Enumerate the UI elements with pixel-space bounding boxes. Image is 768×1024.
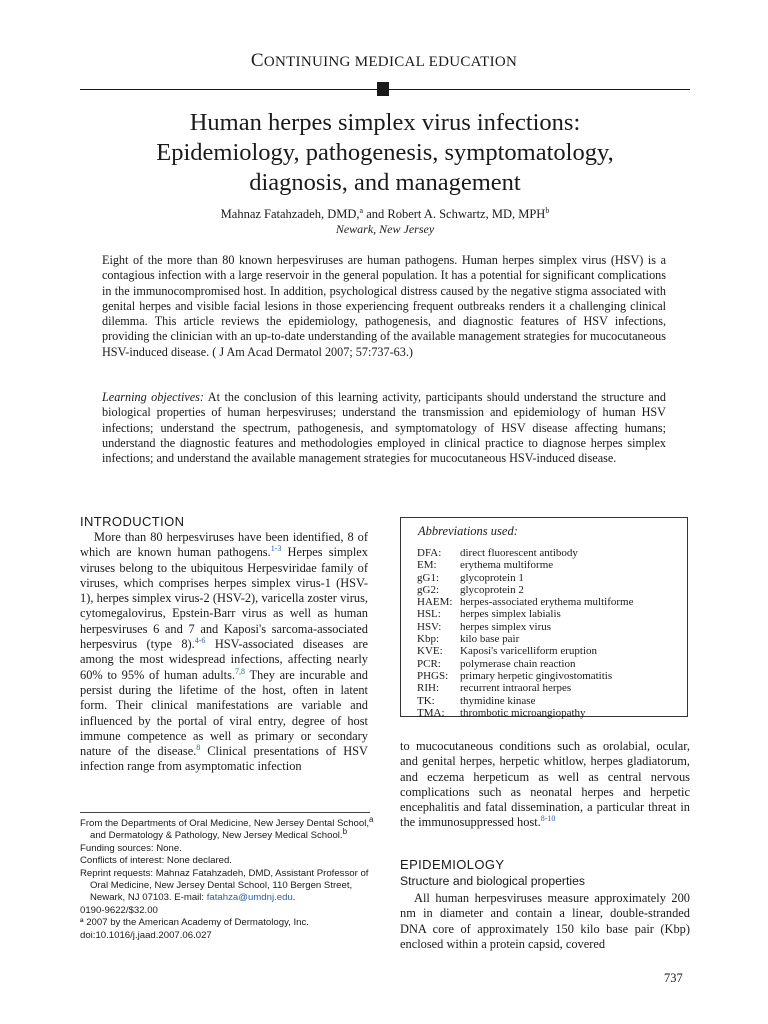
structure-subheading: Structure and biological properties [400,874,585,888]
abbreviation-row: HAEM: herpes-associated erythema multiforme [417,596,634,609]
footnote-reprint-3: Newark, NJ 07103. E-mail: fatahza@umdnj.edu. [90,892,296,904]
abbreviations-box [400,517,688,717]
abbreviation-row: TK: thymidine kinase [417,694,536,707]
footnote-affiliation-2: and Dermatology & Pathology, New Jersey Medical School.$^b$ [90,827,348,842]
reference-link[interactable]: 1-3 [270,544,282,554]
abbreviation-row: gG2: glycoprotein 2 [417,583,524,596]
email-link[interactable]: fatahza@umdnj.edu [206,892,293,904]
footnote-copyright: ª 2007 by the American Academy of Dermatology, Inc. [80,917,309,929]
abbreviations-title: Abbreviations used: [418,524,518,538]
reference-link[interactable]: 8 [196,743,201,753]
footnotes [80,814,380,942]
section-label: CONTINUING MEDICAL EDUCATION [250,50,518,71]
right-column-text: to mucocutaneous conditions such as orolabial, ocular, and genital herpes, herpetic whitlow, herpes gladiatorum, and eczema herpeticum as well as central nervous complications such as neonatal herpes and herpetic encephalitis and fatal dissemination, a particular threat in the immunosuppressed host.$^{8-10}$ [400,739,690,830]
author-location: Newark, New Jersey [335,222,435,236]
abbreviation-row: PHGS: primary herpetic gingivostomatitis [417,669,613,682]
footnote-reprint: Reprint requests: Mahnaz Fatahzadeh, DMD, Assistant Professor of [80,867,369,879]
title-line-3: diagnosis, and management [249,169,521,196]
footnote-reprint-2: Oral Medicine, New Jersey Dental School, 110 Bergen Street, [90,880,353,892]
page-number: 737 [664,971,683,985]
title-line-1: Human herpes simplex virus infections: [189,109,581,136]
learning-objectives: Learning objectives: At the conclusion of this learning activity, participants should understand the structure and biological properties of human herpesviruses; understand the transmission and epidemiology of human HSV infections; understand the spectrum, pathogenesis, and symptomatology of HSV disease affecting humans; understand the diagnostic features and methodologies employed in clinical practice to diagnose herpes simplex infections; and understand the available management strategies for mucocutaneous HSV-induced disease. [102,390,666,466]
abbreviation-row: RIH: recurrent intraoral herpes [417,682,572,695]
epidemiology-text: All human herpesviruses measure approximately 200 nm in diameter and contain a linear, double-stranded DNA core of approximately 150 kilo base pair (Kbp) enclosed within a protein capsid, covered [400,891,690,951]
introduction-heading: INTRODUCTION [80,514,185,529]
header-rule-marker [377,82,389,96]
abbreviation-row: KVE: Kaposi's varicelliform eruption [417,645,598,658]
abbreviations-list [417,547,634,719]
abbreviation-row: PCR: polymerase chain reaction [417,657,576,670]
abbreviation-row: Kbp: kilo base pair [417,633,520,646]
footnote-affiliation: From the Departments of Oral Medicine, New Jersey Dental School,$^a$ [80,814,374,829]
abbreviation-row: gG1: glycoprotein 1 [417,571,524,584]
abbreviation-row: HSV: herpes simplex virus [417,620,552,633]
footnote-issn: 0190-9622/$32.00 [80,904,158,916]
footnote-funding: Funding sources: None. [80,842,182,854]
footnote-doi: doi:10.1016/j.jaad.2007.06.027 [80,929,212,941]
title-line-2: Epidemiology, pathogenesis, symptomatology, [156,139,614,166]
abstract: Eight of the more than 80 known herpesviruses are human pathogens. Human herpes simplex virus (HSV) is a contagious infection with a large reservoir in the general population. It has a potential for significant complications in the immunocompromised host. In addition, psychological distress caused by the negative stigma associated with genital herpes and visible facial lesions in those experiencing frequent outbreaks renders it a challenging clinical dilemma. This article reviews the epidemiology, pathogenesis, and diagnostic features of HSV infections, providing the clinician with an up-to-date understanding of the available management strategies for mucocutaneous HSV-induced disease. ( J Am Acad Dermatol 2007; 57:737-63.) [102,253,666,359]
reference-link[interactable]: 4-6 [194,635,206,645]
epidemiology-heading: EPIDEMIOLOGY [400,857,505,872]
abbreviation-row: DFA: direct fluorescent antibody [417,547,578,559]
abbreviation-row: EM: erythema multiforme [417,559,554,572]
footnote-conflicts: Conflicts of interest: None declared. [80,855,232,867]
reference-link[interactable]: 8-10 [540,814,556,824]
author-line: Mahnaz Fatahzadeh, DMD,$^a$ and Robert A. Schwartz, MD, MPH$^b$ [220,205,550,221]
abbreviation-row: TMA: thrombotic microangiopathy [417,706,586,719]
article-title [80,108,690,198]
learning-objectives-label: Learning objectives: [102,390,204,404]
introduction-text: More than 80 herpesviruses have been identified, 8 of which are known human pathogens.$^{1-3}$ Herpes simplex viruses belong to the ubiquitous Herpesviridae family of viruses, which comprises herpes simplex virus-1 (HSV-1), herpes simplex virus-2 (HSV-2), varicella zoster virus, cytomegalovirus, Epstein-Barr virus as well as human herpesviruses 6 and 7 and Kaposi's sarcoma-associated herpesvirus (type 8).$^{4-6}$ HSV-associated diseases are among the most widespread infections, affecting nearly 60% to 95% of human adults.$^{7,8}$ They are incurable and persist during the lifetime of the host, often in latent form. Their clinical manifestations are variable and influenced by the portal of viral entry, degree of host immune competence as well as primary or secondary nature of the disease.$^8$ Clinical presentations of HSV infection range from asymptomatic infection [80,530,369,774]
abbreviation-row: HSL: herpes simplex labialis [417,608,561,621]
reference-link[interactable]: 7,8 [235,666,246,676]
footnote-rule [80,812,370,813]
